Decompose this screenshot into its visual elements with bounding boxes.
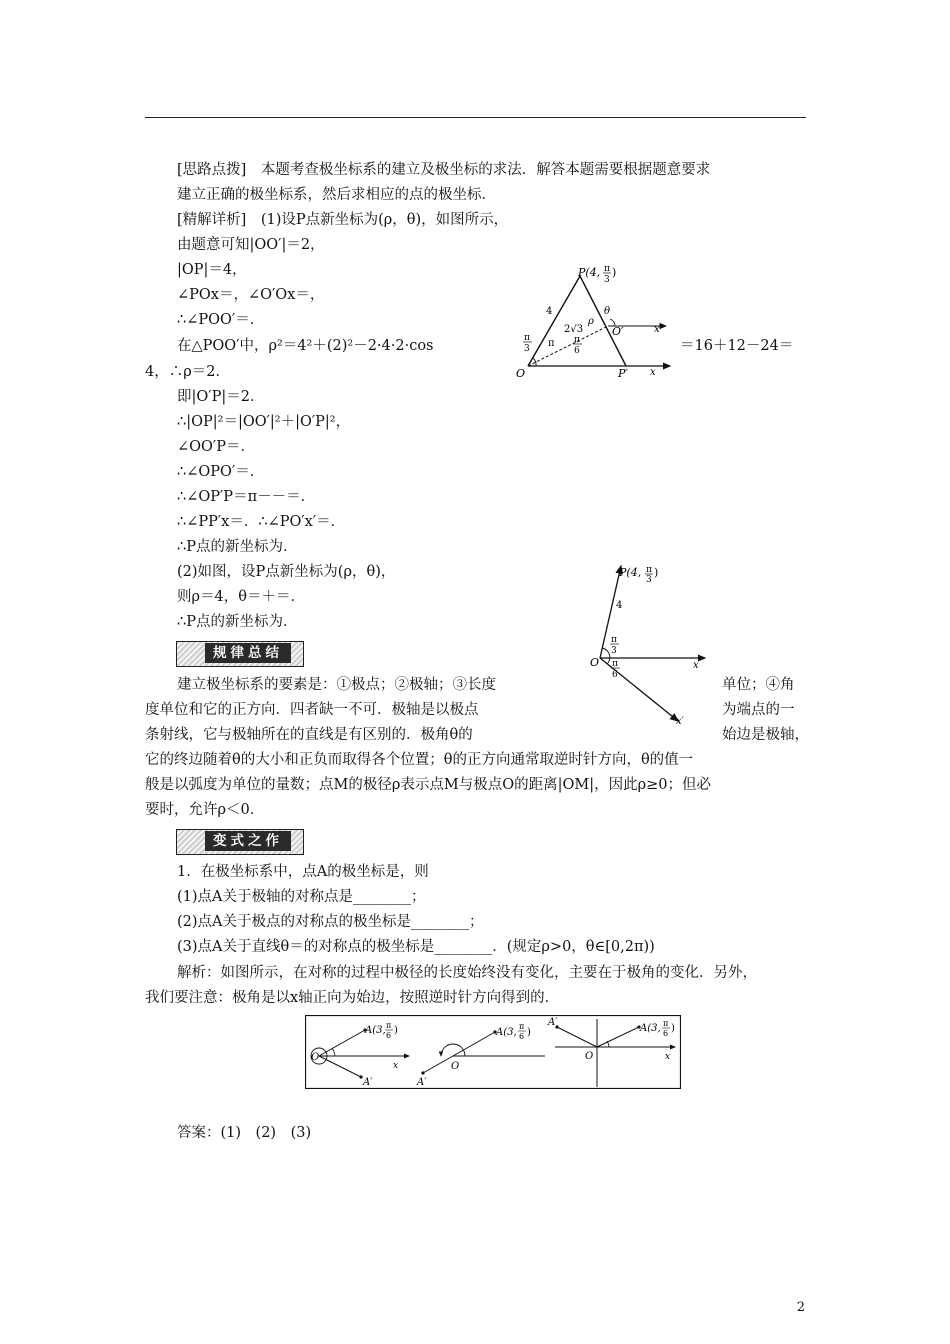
- p2-arc: [441, 1044, 465, 1056]
- header-rule: [145, 117, 806, 118]
- angle-arc: [533, 358, 536, 366]
- side-OP: [528, 276, 580, 366]
- figure-symmetry: [305, 1015, 681, 1089]
- p1-label-A-num: π: [386, 1021, 392, 1030]
- answer-line: 答案：(1) (2) (3): [177, 1125, 312, 1141]
- label-x: x: [693, 660, 699, 671]
- p2-label-O: O: [451, 1061, 460, 1072]
- solution-line-14: ∴P点的新坐标为．: [177, 539, 298, 555]
- angle-arc-up: [602, 648, 610, 658]
- label-pi6-num: π: [574, 335, 580, 345]
- p3-label-A-den: 6: [663, 1029, 669, 1038]
- label-P-num: π: [604, 264, 610, 274]
- label-P: P(4,: [619, 566, 642, 579]
- solution-line-10: ∠OO′P＝．: [177, 439, 255, 455]
- p3-label-x: x: [665, 1052, 671, 1062]
- p1-label-A-den: 6: [386, 1031, 392, 1040]
- p1-label-x: x: [393, 1061, 399, 1071]
- figure-rays: [590, 560, 710, 726]
- solution-line-17: ∴P点的新坐标为．: [177, 614, 298, 630]
- label-two-root3: 2√3: [564, 324, 584, 335]
- summary-banner-label: 规律总结: [205, 643, 291, 663]
- solution-line-7: 4，∴ρ＝2．: [145, 364, 230, 380]
- label-pi6-den: 6: [612, 670, 618, 680]
- label-P-den: 3: [604, 275, 610, 285]
- label-P-den: 3: [646, 575, 652, 585]
- p1-label-O: O: [311, 1052, 320, 1063]
- summary-line-3b: 始边是极轴，: [722, 727, 809, 743]
- label-four: 4: [616, 600, 623, 611]
- summary-line-1b: 单位；④角: [722, 677, 795, 693]
- summary-line-4: 它的终边随着θ的大小和正负而取得各个位置；θ的正方向通常取逆时针方向，θ的值一: [145, 752, 694, 768]
- solution-line-15: (2)如图，设P点新坐标为(ρ，θ)，: [177, 564, 396, 580]
- p2-label-A-close: ): [527, 1027, 531, 1038]
- summary-line-2a: 度单位和它的正方向．四者缺一不可．极轴是以极点: [145, 702, 479, 718]
- summary-line-2b: 为端点的一: [722, 702, 795, 718]
- label-O-prime: O′: [612, 325, 624, 338]
- solution-line-1: [精解详析] (1)设P点新坐标为(ρ，θ)，如图所示，: [177, 212, 509, 228]
- p2-label-A-num: π: [519, 1022, 525, 1031]
- label-pi6-num: π: [612, 659, 618, 669]
- label-P-close: ): [654, 566, 659, 579]
- label-theta: θ: [604, 306, 611, 317]
- p3-ray-A-prime: [557, 1027, 597, 1047]
- label-P-num: π: [646, 565, 652, 575]
- figure-triangle: [508, 262, 678, 380]
- label-x-prime: x′: [676, 716, 684, 726]
- label-O: O: [590, 656, 600, 669]
- label-pi3-num: π: [524, 333, 530, 343]
- label-P-prime: P′: [618, 367, 628, 380]
- p1-label-A: A(3,: [365, 1025, 386, 1036]
- label-pi3-den: 3: [611, 646, 617, 656]
- summary-banner: [176, 641, 304, 667]
- p2-label-A-den: 6: [519, 1032, 525, 1041]
- exercise-line-3: (2)点A关于极点的对称点的极坐标是________；: [177, 914, 484, 930]
- summary-line-6: 要时，允许ρ＜0．: [145, 802, 265, 818]
- label-x: x: [650, 367, 656, 378]
- label-pi: π: [548, 338, 555, 349]
- summary-line-3a: 条射线，它与极轴所在的直线是有区别的．极角θ的: [145, 727, 473, 743]
- p1-label-A-prime: A′: [363, 1077, 373, 1088]
- summary-line-5: 般是以弧度为单位的量数；点M的极径ρ表示点M与极点O的距离|OM|，因此ρ≥0；但必: [145, 777, 712, 793]
- p2-label-A-prime: A′: [417, 1077, 427, 1088]
- solution-line-11: ∴∠OPO′＝．: [177, 464, 265, 480]
- exercise-line-4: (3)点A关于直线θ＝的对称点的极坐标是________．(规定ρ>0，θ∈[0,2π)): [177, 939, 655, 955]
- p3-label-A: A(3,: [640, 1023, 661, 1034]
- p1-ray-A-prime: [319, 1056, 361, 1077]
- p3-label-A-prime: A′: [548, 1017, 558, 1028]
- hint-line-1: [思路点拨] 本题考查极坐标系的建立及极坐标的求法．解答本题需要根据题意要求: [177, 162, 711, 178]
- exercise-line-2: (1)点A关于极轴的对称点是________；: [177, 889, 426, 905]
- solution-line-6a: 在△POO′中，ρ²＝4²＋(2)²－2·4·2·cos: [177, 338, 434, 354]
- solution-line-4: ∠POx＝，∠O′Ox＝，: [177, 287, 325, 303]
- label-pi3-num: π: [611, 635, 617, 645]
- exercise-line-6: 我们要注意：极角是以x轴正向为始边，按照逆时针方向得到的．: [145, 990, 560, 1006]
- hint-line-2: 建立正确的极坐标系，然后求相应的点的极坐标．: [177, 187, 496, 203]
- summary-line-1a: 建立极坐标系的要素是：①极点；②极轴；③长度: [177, 677, 496, 693]
- solution-line-12: ∴∠OP′P＝π－－＝．: [177, 489, 316, 505]
- label-four: 4: [546, 306, 553, 317]
- p2-ray-A: [453, 1032, 495, 1056]
- p3-ray-A: [597, 1027, 639, 1047]
- p2-ray-A-prime: [423, 1056, 453, 1073]
- p3-label-A-close: ): [671, 1023, 675, 1034]
- page-number: 2: [796, 1300, 805, 1315]
- solution-line-5: ∴∠POO′＝．: [177, 312, 265, 328]
- solution-line-16: 则ρ＝4，θ＝＋＝．: [177, 589, 305, 605]
- solution-line-6b: ＝16＋12－24＝: [680, 338, 794, 354]
- p2-label-A: A(3,: [496, 1027, 517, 1038]
- side-PP: [580, 276, 626, 366]
- label-P-close: ): [612, 266, 617, 279]
- solution-line-13: ∴∠PP′x＝．∴∠PO′x′＝．: [177, 514, 346, 530]
- exercise-line-1: 1．在极坐标系中，点A的极坐标是，则: [177, 864, 429, 880]
- solution-line-8: 即|O′P|＝2．: [177, 389, 265, 405]
- label-rho: ρ: [588, 316, 594, 327]
- solution-line-3: |OP|＝4，: [177, 262, 247, 278]
- label-pi6-den: 6: [574, 346, 580, 356]
- label-O: O: [516, 367, 526, 380]
- p3-label-A-num: π: [663, 1019, 669, 1028]
- variant-banner-label: 变式之作: [205, 831, 291, 851]
- p1-label-A-close: ): [394, 1025, 398, 1036]
- label-pi3-den: 3: [524, 344, 530, 354]
- solution-line-9: ∴|OP|²＝|OO′|²＋|O′P|²，: [177, 414, 351, 430]
- label-P: P(4,: [578, 266, 601, 279]
- exercise-line-5: 解析：如图所示，在对称的过程中极径的长度始终没有变化，主要在于极角的变化．另外，: [177, 965, 757, 981]
- p3-label-O: O: [585, 1051, 594, 1062]
- label-x-prime: x′: [654, 324, 662, 335]
- variant-banner: [176, 829, 304, 855]
- solution-line-2: 由题意可知|OO′|＝2，: [177, 237, 325, 253]
- angle-arc-down: [607, 658, 610, 664]
